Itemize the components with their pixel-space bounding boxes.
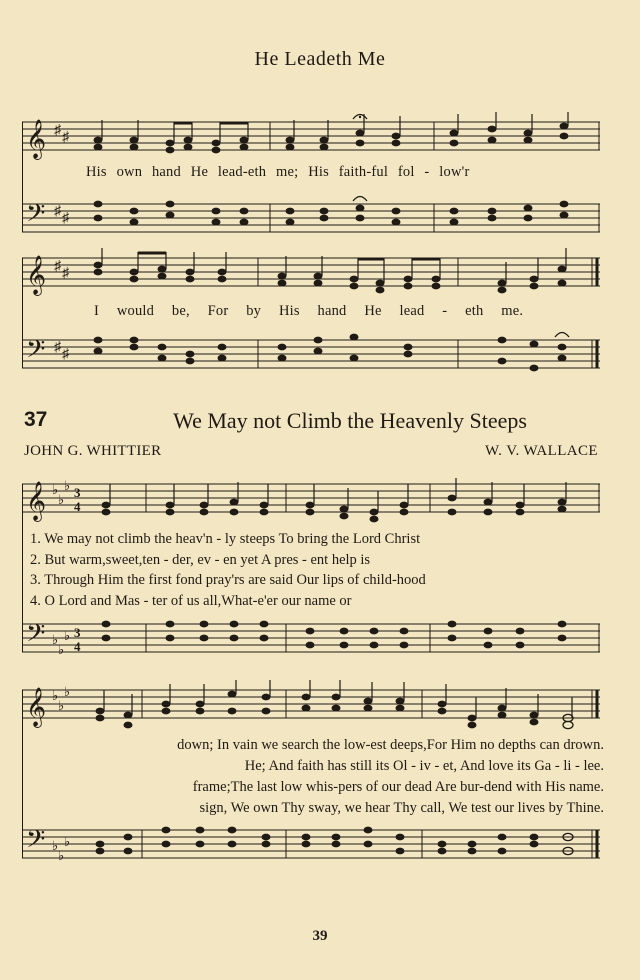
svg-text:♯: ♯ — [62, 211, 69, 226]
hymn-number: 37 — [24, 408, 48, 431]
hymn37-verse1-line1: 1. We may not climb the heav'n - ly steeps To bring the Lord Christ — [30, 531, 421, 547]
sheet-music-notation — [22, 474, 600, 664]
svg-text:♭: ♭ — [52, 482, 59, 497]
svg-text:3: 3 — [74, 485, 81, 500]
hymn1-lyrics-line2: I would be, For by His hand He lead - eth me. — [94, 303, 524, 319]
hymn-title: We May not Climb the Heavenly Steeps — [173, 408, 527, 433]
hymn37-verse4-line2: sign, We own Thy sway, we hear Thy call, We test our lives by Thine. — [199, 800, 604, 816]
music-staff-system — [22, 112, 600, 262]
svg-text:♭: ♭ — [52, 688, 59, 703]
svg-text:4: 4 — [74, 639, 81, 654]
svg-text:𝄢: 𝄢 — [26, 335, 46, 370]
svg-text:♯: ♯ — [62, 266, 69, 281]
svg-text:♭: ♭ — [58, 492, 65, 507]
svg-text:♯: ♯ — [62, 130, 69, 145]
music-staff-system — [22, 474, 600, 664]
svg-text:𝄞: 𝄞 — [26, 687, 47, 727]
music-staff-system — [22, 248, 600, 398]
svg-text:♯: ♯ — [54, 259, 61, 274]
svg-text:♯: ♯ — [54, 123, 61, 138]
svg-text:𝄢: 𝄢 — [26, 199, 46, 234]
hymn37-verse3-line2: frame;The last low whis-pers of our dead Are bur-dend with His name. — [192, 779, 604, 795]
svg-text:𝄞: 𝄞 — [26, 481, 47, 521]
svg-text:♭: ♭ — [64, 478, 71, 493]
svg-text:4: 4 — [74, 499, 81, 514]
hymn-title-he-leadeth-me: He Leadeth Me — [254, 48, 386, 70]
page-number: 39 — [312, 928, 328, 944]
svg-text:♭: ♭ — [64, 834, 71, 849]
svg-text:𝄞: 𝄞 — [26, 255, 47, 295]
svg-text:♭: ♭ — [58, 848, 65, 863]
hymn37-verse3-line1: 3. Through Him the first fond pray'rs are said Our lips of child-hood — [30, 572, 426, 588]
svg-text:𝄢: 𝄢 — [26, 825, 46, 860]
svg-text:♯: ♯ — [54, 204, 61, 219]
svg-text:3: 3 — [74, 625, 81, 640]
hymn37-verse1-line2: down; In vain we search the low-est deeps,For Him no depths can drown. — [177, 737, 604, 753]
hymn37-verse2-line2: He; And faith has still its Ol - iv - et, And love its Ga - li - lee. — [244, 758, 604, 774]
sheet-music-notation — [22, 112, 600, 262]
svg-text:♯: ♯ — [54, 340, 61, 355]
svg-text:♭: ♭ — [58, 698, 65, 713]
svg-text:♭: ♭ — [64, 684, 71, 699]
hymn37-verse2-line1: 2. But warm,sweet,ten - der, ev - en yet A pres - ent help is — [30, 552, 371, 568]
svg-text:♭: ♭ — [58, 642, 65, 657]
hymn1-lyrics-line1: His own hand He lead-eth me; His faith-ful fol - low'r — [86, 164, 470, 180]
svg-text:♭: ♭ — [52, 632, 59, 647]
svg-text:♯: ♯ — [62, 347, 69, 362]
hymn-composer: W. V. WALLACE — [485, 443, 598, 459]
sheet-music-notation — [22, 248, 600, 398]
svg-text:♭: ♭ — [64, 628, 71, 643]
svg-text:𝄞: 𝄞 — [26, 119, 47, 159]
hymn37-verse4-line1: 4. O Lord and Mas - ter of us all,What-e'er our name or — [30, 593, 352, 609]
svg-text:𝄢: 𝄢 — [26, 619, 46, 654]
hymn-author: JOHN G. WHITTIER — [24, 443, 162, 459]
svg-text:♭: ♭ — [52, 838, 59, 853]
